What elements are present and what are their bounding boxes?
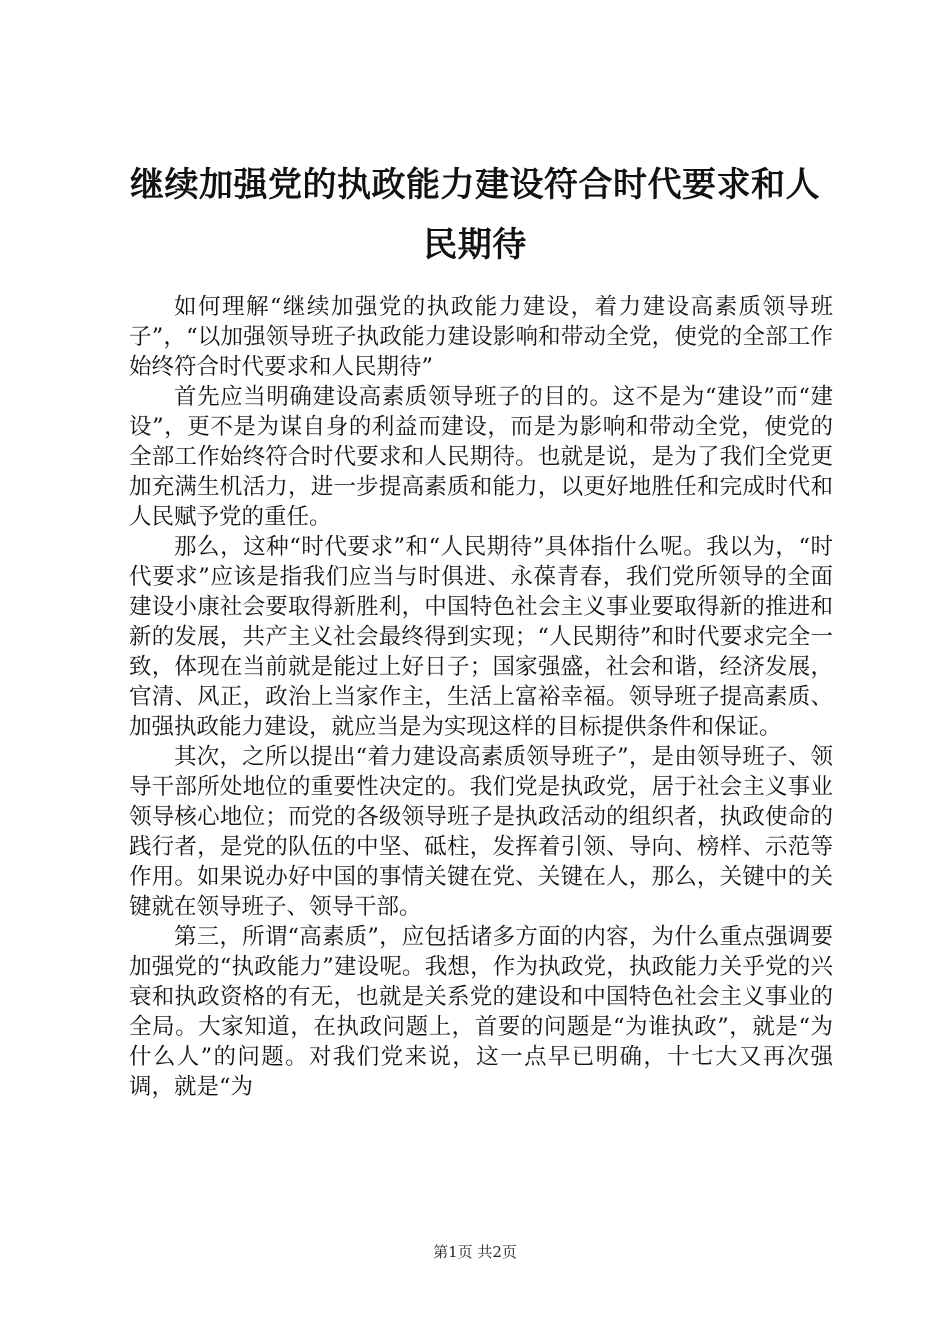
paragraph: 如何理解“继续加强党的执政能力建设，着力建设高素质领导班子”，“以加强领导班子执政能力建设影响和带动全党，使党的全部工作始终符合时代要求和人民期待” [129, 294, 833, 380]
paragraph: 其次，之所以提出“着力建设高素质领导班子”，是由领导班子、领导干部所处地位的重要性决定的。我们党是执政党，居于社会主义事业领导核心地位；而党的各级领导班子是执政活动的组织者，执政使命的践行者，是党的队伍的中坚、砥柱，发挥着引领、导向、榜样、示范等作用。如果说办好中国的事情关键在党、关键在人，那么，关键中的关键就在领导班子、领导干部。 [129, 744, 833, 920]
paragraph: 首先应当明确建设高素质领导班子的目的。这不是为“建设”而“建设”，更不是为谋自身的利益而建设，而是为影响和带动全党，使党的全部工作始终符合时代要求和人民期待。也就是说，是为了我们全党更加充满生机活力，进一步提高素质和能力，以更好地胜任和完成时代和人民赋予党的重任。 [129, 384, 833, 530]
document-body [129, 292, 833, 1102]
document-title: 继续加强党的执政能力建设符合时代要求和人民期待 [130, 165, 820, 265]
page-footer: 第1页 共2页 [433, 1243, 517, 1261]
paragraph: 第三，所谓“高素质”，应包括诸多方面的内容，为什么重点强调要加强党的“执政能力”建设呢。我想，作为执政党，执政能力关乎党的兴衰和执政资格的有无，也就是关系党的建设和中国特色社会主义事业的全局。大家知道，在执政问题上，首要的问题是“为谁执政”，就是“为什么人”的问题。对我们党来说，这一点早已明确，十七大又再次强调，就是“为 [129, 924, 833, 1100]
paragraph: 那么，这种“时代要求”和“人民期待”具体指什么呢。我以为，“时代要求”应该是指我们应当与时俱进、永葆青春，我们党所领导的全面建设小康社会要取得新胜利，中国特色社会主义事业要取得新的推进和新的发展，共产主义社会最终得到实现；“人民期待”和时代要求完全一致，体现在当前就是能过上好日子；国家强盛，社会和谐，经济发展，官清、风正，政治上当家作主，生活上富裕幸福。领导班子提高素质、加强执政能力建设，就应当是为实现这样的目标提供条件和保证。 [129, 534, 833, 740]
